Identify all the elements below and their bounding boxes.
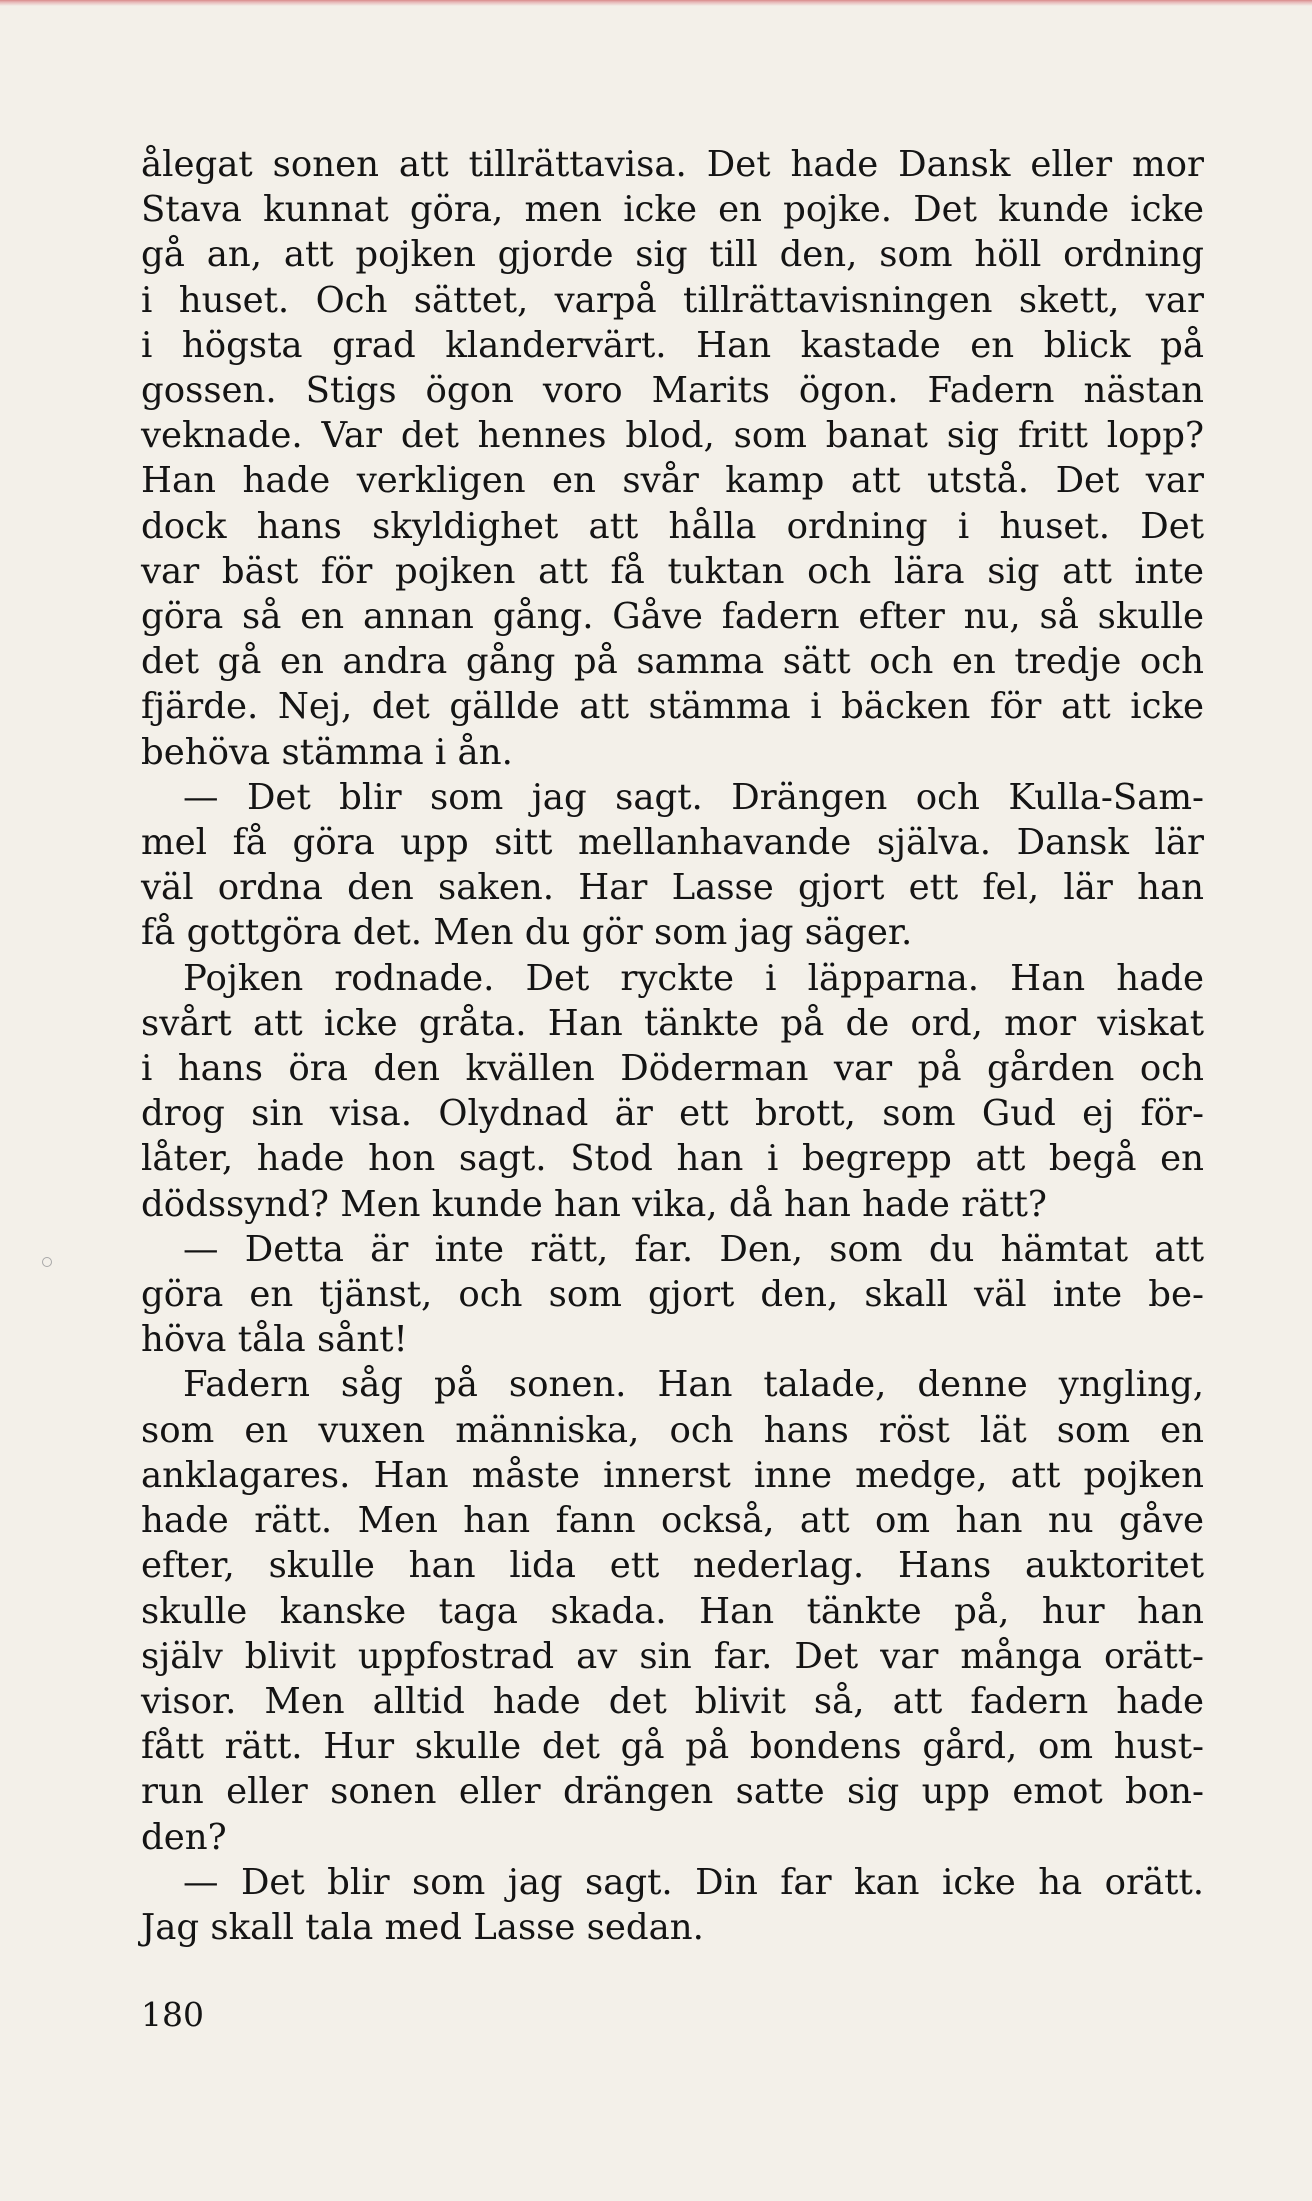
text-line: höva tåla sånt! (141, 1319, 408, 1361)
text-line: drog sin visa. Olydnad är ett brott, som Gud ej för- (141, 1093, 1204, 1135)
text-line: gossen. Stigs ögon voro Marits ögon. Fadern nästan (141, 370, 1204, 412)
text-line: veknade. Var det hennes blod, som banat sig fritt lopp? (141, 415, 1204, 457)
text-line: skulle kanske taga skada. Han tänkte på, hur han (141, 1590, 1204, 1632)
text-line: — Det blir som jag sagt. Din far kan icke ha orätt. (183, 1861, 1204, 1903)
text-line: ålegat sonen att tillrättavisa. Det hade Dansk eller mor (141, 144, 1204, 185)
text-line: gå an, att pojken gjorde sig till den, som höll ordning (141, 234, 1204, 276)
text-line: själv blivit uppfostrad av sin far. Det var många orätt- (141, 1635, 1204, 1677)
text-line: i hans öra den kvällen Döderman var på gården och (141, 1048, 1204, 1090)
text-line: som en vuxen människa, och hans röst lät som en (141, 1409, 1204, 1451)
page-number: 180 (141, 1995, 204, 2034)
text-line: hade rätt. Men han fann också, att om han nu gåve (141, 1500, 1204, 1542)
text-line: göra en tjänst, och som gjort den, skall väl inte be- (141, 1274, 1204, 1316)
text-line: visor. Men alltid hade det blivit så, att fadern hade (141, 1680, 1204, 1722)
text-line: mel få göra upp sitt mellanhavande själva. Dansk lär (141, 822, 1204, 864)
text-line: Stava kunnat göra, men icke en pojke. Det kunde icke (141, 189, 1204, 231)
text-line: behöva stämma i ån. (141, 731, 513, 773)
text-line: den? (141, 1816, 227, 1858)
text-line: Pojken rodnade. Det ryckte i läpparna. Han hade (183, 957, 1204, 999)
text-line: i huset. Och sättet, varpå tillrättavisningen skett, var (141, 279, 1204, 321)
text-line: det gå en andra gång på samma sätt och en tredje och (141, 641, 1204, 683)
text-line: Fadern såg på sonen. Han talade, denne yngling, (183, 1364, 1204, 1406)
margin-mark (42, 1257, 52, 1267)
text-line: få gottgöra det. Men du gör som jag säger. (141, 912, 913, 954)
text-line: göra så en annan gång. Gåve fadern efter nu, så skulle (141, 596, 1204, 638)
text-line: run eller sonen eller drängen satte sig upp emot bon- (141, 1771, 1204, 1813)
text-line: dock hans skyldighet att hålla ordning i huset. Det (141, 505, 1204, 547)
text-line: Jag skall tala med Lasse sedan. (141, 1906, 704, 1948)
text-line: väl ordna den saken. Har Lasse gjort ett fel, lär han (141, 867, 1204, 909)
text-line: var bäst för pojken att få tuktan och lära sig att inte (141, 550, 1204, 592)
text-line: Han hade verkligen en svår kamp att utstå. Det var (141, 460, 1204, 502)
text-line: låter, hade hon sagt. Stod han i begrepp att begå en (141, 1138, 1204, 1180)
text-line: fått rätt. Hur skulle det gå på bondens gård, om hust- (141, 1726, 1204, 1768)
text-line: dödssynd? Men kunde han vika, då han hade rätt? (141, 1183, 1047, 1225)
page-top-edge (0, 0, 1312, 6)
text-line: fjärde. Nej, det gällde att stämma i bäcken för att icke (141, 686, 1204, 728)
text-line: — Det blir som jag sagt. Drängen och Kulla-Sam- (183, 776, 1204, 818)
text-line: i högsta grad klandervärt. Han kastade en blick på (141, 324, 1204, 366)
text-line: svårt att icke gråta. Han tänkte på de ord, mor viskat (141, 1002, 1204, 1044)
text-line: anklagares. Han måste innerst inne medge, att pojken (141, 1454, 1204, 1496)
text-line: — Detta är inte rätt, far. Den, som du hämtat att (183, 1228, 1204, 1270)
text-line: efter, skulle han lida ett nederlag. Hans auktoritet (141, 1545, 1204, 1587)
body-text (141, 142, 1204, 1950)
